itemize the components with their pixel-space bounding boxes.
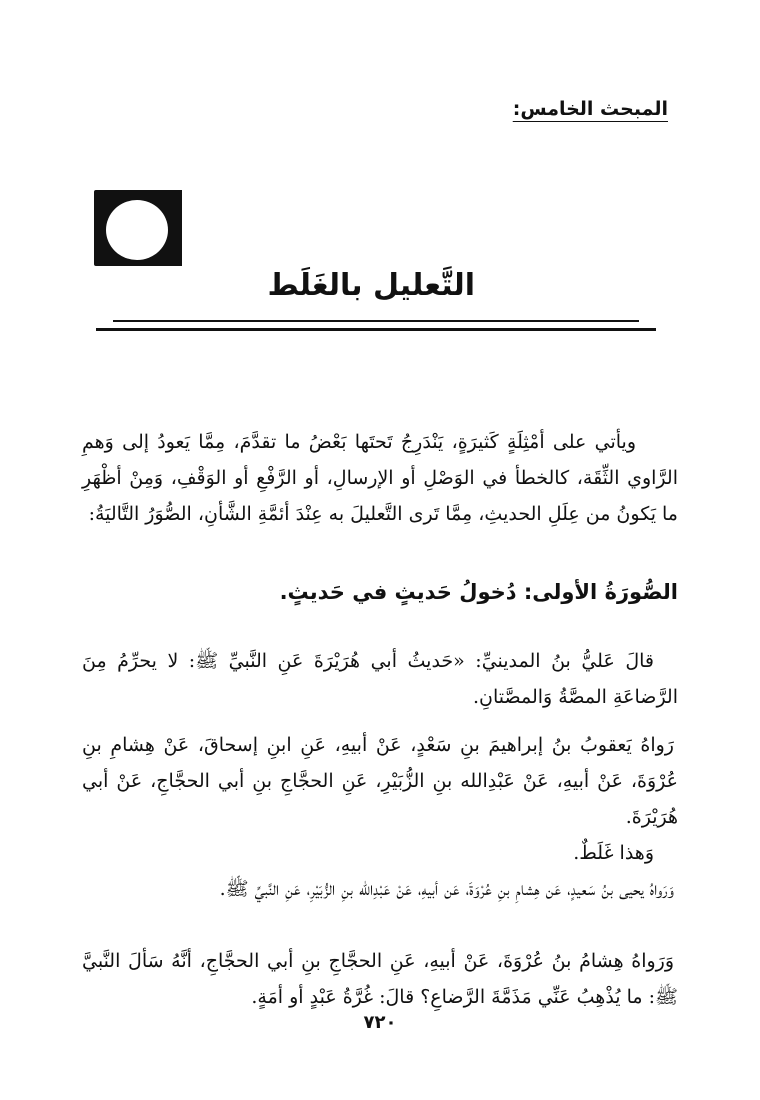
title-rule-thin	[113, 320, 639, 322]
frame-ornament-icon	[94, 190, 182, 266]
title-rule-thick	[96, 328, 656, 331]
ornament-edge	[172, 190, 182, 266]
quote-paragraph: قالَ عَليُّ بنُ المدينيِّ: «حَديثُ أبي هُرَيْرَةَ عَنِ النَّبيِّ ﷺ: لا يحرِّمُ مِنَ الرَّضاعَةِ المصَّةُ وَالمصَّتانِ.	[82, 650, 678, 708]
chapter-title: التَّعليل بالغَلَط	[267, 268, 475, 303]
verdict-line: وَهذا غَلَطٌ.	[573, 842, 654, 864]
form-one-heading: الصُّورَةُ الأولى: دُخولُ حَديثٍ في حَديثٍ.	[279, 580, 678, 604]
chain-paragraph-one: رَواهُ يَعقوبُ بنُ إبراهيمَ بنِ سَعْدٍ، عَنْ أبيهِ، عَنِ ابنِ إسحاقَ، عَنْ هِشامِ بنِ عُرْوَةَ، عَنْ أبيهِ، عَنْ عَبْدِالله بنِ الزُّبَيْرِ، عَنِ الحجَّاجِ بنِ أبي الحجَّاجِ، عَنْ أبي هُرَيْرَةَ.	[82, 734, 678, 828]
ornament-circle	[106, 200, 168, 260]
chain-paragraph-three: وَرَواهُ هِشامُ بنُ عُرْوَةَ، عَنْ أبيهِ، عَنِ الحجَّاجِ بنِ أبي الحجَّاجِ، أنَّهُ سَألَ النَّبيَّ ﷺ: ما يُذْهِبُ عَنِّي مَذَمَّةَ الرَّضاعِ؟ قالَ: غُرَّةُ عَبْدٍ أو أمَةٍ.	[82, 950, 678, 1008]
section-label: المبحث الخامس:	[512, 98, 668, 120]
page-number: ٧٢٠	[363, 1012, 397, 1033]
intro-paragraph: ويأتي على أمْثِلَةٍ كَثيرَةٍ، يَنْدَرِجُ تَحتَها بَعْضُ ما تقدَّمَ، مِمَّا يَعودُ إلى وَهمِ الرَّاوي الثِّقَة، كالخطأ في الوَصْلِ أو الإرسالِ، أو الرَّفْعِ أو الوَقْفِ، وَمِنْ أظْهَرِ ما يَكونُ من عِلَلِ الحديثِ، مِمَّا تَرى التَّعليلَ به عِنْدَ أئمَّةِ الشَّأنِ، الصُّوَرُ التَّاليَةُ:	[82, 431, 678, 525]
chain-paragraph-two: وَرَواهُ يحيى بنُ سَعيدٍ، عَن هِشامِ بنِ عُرْوَةَ، عَن أبيهِ، عَنْ عَبْدِالله بنِ الزُّبَيْرِ، عَنِ النَّبيِّ ﷺ.	[219, 878, 674, 900]
